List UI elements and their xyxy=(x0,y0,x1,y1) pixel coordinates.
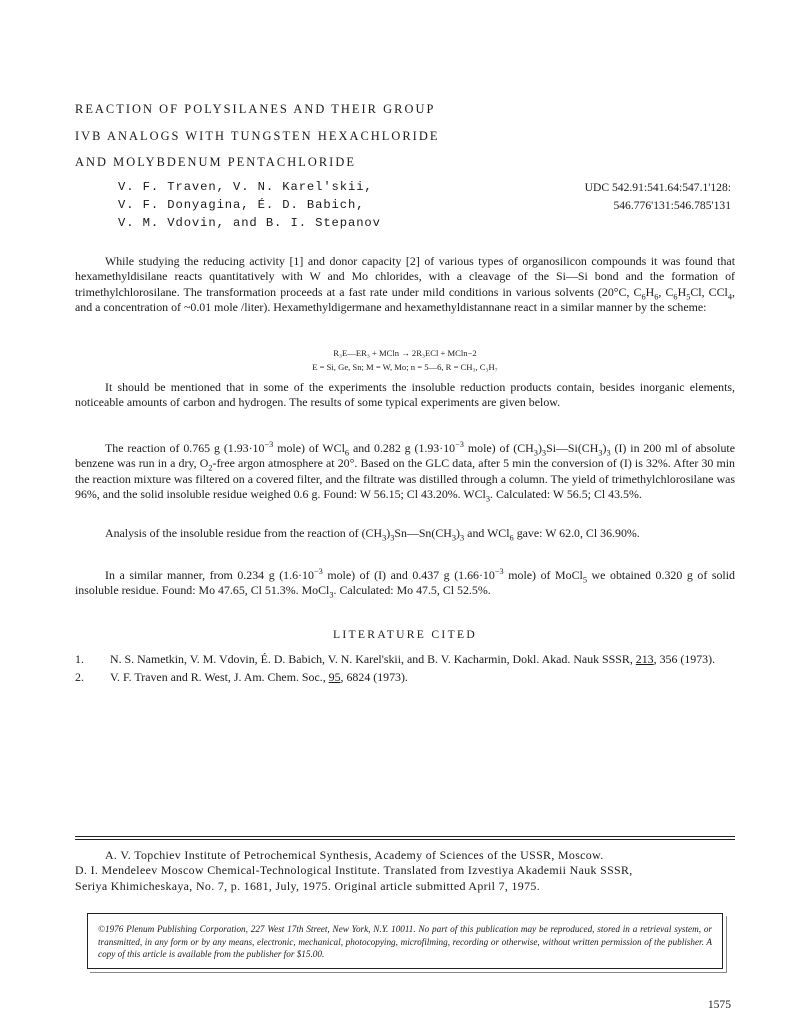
scheme-equation: R₃E—ER₃ + MCln → 2R₃ECl + MCln−2 xyxy=(333,348,477,358)
reference-item xyxy=(75,670,735,685)
reference-item xyxy=(75,652,735,667)
paragraph-wcl6-reaction xyxy=(75,441,735,502)
title-line: IVB ANALOGS WITH TUNGSTEN HEXACHLORIDE xyxy=(75,128,440,143)
author-line: V. M. Vdovin, and B. I. Stepanov xyxy=(118,215,381,230)
copyright-notice: ©1976 Plenum Publishing Corporation, 227 West 17th Street, New York, N.Y. 10011. No part of this publication may be reproduced, stored in a retrieval system, or transmitted, in any form or by any means, electronic, mechanical, photocopying, microfilming, recording or otherwise, without written permission of the publisher. A copy of this article is available from the publisher for $15.00. xyxy=(87,913,723,969)
affiliation-line: D. I. Mendeleev Moscow Chemical-Technological Institute. Translated from Izvestiya Akademii Nauk SSSR, xyxy=(75,863,633,878)
reference-volume: 95 xyxy=(328,670,341,685)
paragraph-text: The reaction of 0.765 g ($1.93\cdot 10^{-3}$ mole) of WCl$_6$ and 0.282 g ($1.93\cdot 10^{-3}$ mole) of $(CH_3)_3Si—Si(CH_3)_3$ (I) in 200 ml of absolute benzene was run in a dry, $O_2$-free argon atmosphere at 20°. Based on the GLC data, after 5 min the conversion of (I) is 32%. After 30 min the reaction mixture was filtered on a covered filter, and the filtrate was distilled through a column. The yield of trimethylchlorosilane was 96%, and the solid insoluble residue weighed 0.6 g. Found: W 56.15; Cl 43.20%. WCl$_3$. Calculated: W 56.5; Cl 43.5%. xyxy=(75,440,736,504)
reference-list xyxy=(75,652,735,689)
reference-text: N. S. Nametkin, V. M. Vdovin, É. D. Babich, V. N. Karel'skii, and B. V. Kacharmin, Dokl. Akad. Nauk SSSR, xyxy=(110,652,636,666)
paragraph-text: In a similar manner, from 0.234 g ($1.6\cdot 10^{-3}$ mole) of (I) and 0.437 g ($1.66\cdot 10^{-3}$ mole) of MoCl$_5$ we obtained 0.320 g of solid insoluble residue. Found: Mo 47.65, Cl 51.3%. MoCl$_3$. Calculated: Mo 47.5, Cl 52.5%. xyxy=(75,567,735,600)
footer-divider xyxy=(75,839,735,840)
udc-code xyxy=(585,179,731,215)
reference-volume: 213 xyxy=(635,652,654,666)
reference-number: 1. xyxy=(75,652,84,666)
scheme-legend: E = Si, Ge, Sn; M = W, Mo; n = 5—6, R = CH₃, C₃H₇ xyxy=(312,362,498,372)
udc-line: 546.776'131:546.785'131 xyxy=(613,198,731,212)
reaction-scheme xyxy=(75,346,735,374)
reference-text: , 356 (1973). xyxy=(653,652,716,666)
article-title xyxy=(75,96,695,176)
reference-text: V. F. Traven and R. West, J. Am. Chem. Soc., xyxy=(110,670,329,685)
page-number: 1575 xyxy=(707,998,731,1011)
udc-line: UDC 542.91:541.64:547.1'128: xyxy=(584,181,731,194)
literature-heading: LITERATURE CITED xyxy=(332,628,478,641)
title-line: REACTION OF POLYSILANES AND THEIR GROUP xyxy=(75,102,436,116)
paragraph-intro xyxy=(75,254,735,315)
author-line: V. F. Traven, V. N. Karel'skii, xyxy=(118,180,373,194)
paragraph-products xyxy=(75,380,735,411)
reference-number: 2. xyxy=(75,670,84,685)
author-line: V. F. Donyagina, É. D. Babich, xyxy=(118,197,365,212)
paragraph-mocl5-reaction xyxy=(75,568,735,599)
affiliation-line: A. V. Topchiev Institute of Petrochemical Synthesis, Academy of Sciences of the USSR, Moscow. xyxy=(105,848,604,862)
footer-divider xyxy=(75,836,735,837)
title-line: AND MOLYBDENUM PENTACHLORIDE xyxy=(75,155,356,169)
affiliation-block xyxy=(75,848,745,894)
paragraph-text: Analysis of the insoluble residue from the reaction of $(CH_3)_3Sn—Sn(CH_3)_3$ and WCl$_6$ gave: W 62.0, Cl 36.90%. xyxy=(105,526,640,543)
reference-text: , 6824 (1973). xyxy=(340,670,408,685)
author-list xyxy=(118,179,478,232)
paragraph-sn-analysis xyxy=(75,526,735,541)
paragraph-text: It should be mentioned that in some of the experiments the insoluble reduction products contain, besides inorganic elements, noticeable amounts of carbon and hydrogen. The results of some typical experiments are given below. xyxy=(75,380,735,410)
affiliation-line: Seriya Khimicheskaya, No. 7, p. 1681, July, 1975. Original article submitted April 7, 1975. xyxy=(75,878,541,893)
paragraph-text: While studying the reducing activity [1] and donor capacity [2] of various types of organosilicon compounds it was found that hexamethyldisilane reacts quantitatively with W and Mo chlorides, with a cleavage of the Si—Si bond and the formation of trimethylchlorosilane. The transformation proceeds at a fast rate under mild conditions in various solvents (20°C, $C_6H_6$, $C_6H_5Cl$, CCl$_4$, and a concentration of ~0.01 mole /liter). Hexamethyldigermane and hexamethyldistannane react in a similar manner by the scheme: xyxy=(75,254,735,314)
